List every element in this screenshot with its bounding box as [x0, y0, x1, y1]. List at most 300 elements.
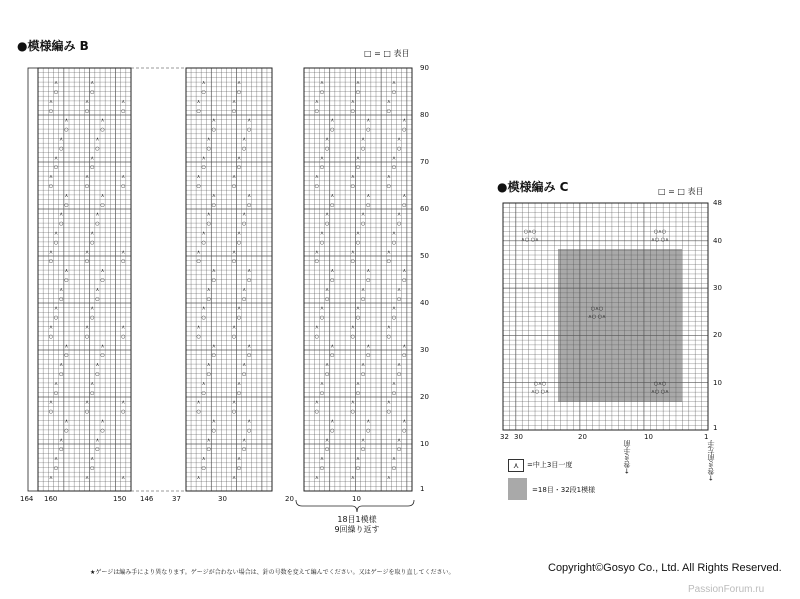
triple-decrease-icon: ⋏ — [508, 459, 524, 472]
stitch-symbol: ⋏ — [366, 418, 371, 425]
col-label: 150 — [113, 495, 127, 503]
stitch-symbol: ⋏ — [237, 305, 241, 312]
stitch-symbol: ⋏ — [356, 80, 360, 87]
stitch-symbol: ○ — [396, 296, 402, 303]
stitch-symbol: ○ — [366, 277, 371, 284]
stitch-symbol: ○ — [211, 352, 217, 359]
col-label: 30 — [218, 495, 227, 503]
row-label: 10 — [420, 440, 429, 448]
stitch-symbol: ⋏ — [64, 268, 69, 275]
stitch-symbol: ⋏ — [201, 80, 206, 87]
stitch-symbol: ⋏ — [232, 324, 236, 331]
stitch-symbol: ○ — [231, 108, 237, 115]
stitch-symbol: ○ — [231, 183, 237, 190]
stitch-symbol: ○ — [350, 409, 356, 416]
stitch-symbol: ○ — [402, 352, 407, 359]
chart-c-side-label-2: ←巻き前左手 — [707, 440, 715, 481]
gauge-note: ★ゲージは編み手により異なります。ゲージが合わない場合は、針の号数を変えて編んでください。又はゲージを取り直してください。 — [90, 569, 455, 576]
stitch-symbol: ○ — [53, 315, 59, 322]
stitch-symbol: ⋏ — [85, 474, 89, 481]
stitch-symbol: ○ — [231, 333, 237, 340]
stitch-symbol: ⋏ — [100, 192, 105, 199]
stitch-symbol: ⋏ — [100, 117, 105, 124]
stitch-symbol: ⋏ — [59, 362, 64, 369]
stitch-symbol: ⋏ — [95, 136, 100, 143]
stitch-symbol: ⋏ — [392, 456, 396, 463]
stitch-symbol: ⋏ — [64, 117, 69, 124]
stitch-symbol: ⋏ — [330, 343, 335, 350]
stitch-symbol: ○ — [314, 409, 320, 416]
stitch-symbol: ⋏ — [211, 418, 216, 425]
stitch-symbol: ○ — [59, 446, 64, 453]
stitch-symbol: ⋏ — [201, 155, 206, 162]
stitch-symbol: ⋏ — [90, 380, 95, 387]
stitch-symbol: ○ — [391, 315, 397, 322]
stitch-symbol: ⋏○ ○⋏ — [588, 314, 606, 320]
stitch-symbol: ⋏ — [242, 211, 247, 218]
row-label: 30 — [420, 346, 429, 354]
stitch-symbol: ○ — [402, 202, 407, 209]
stitch-symbol: ○ — [247, 427, 252, 434]
stitch-symbol: ○ — [48, 258, 54, 265]
stitch-symbol: ⋏ — [201, 230, 206, 237]
stitch-symbol: ○⋏○ — [590, 306, 604, 312]
stitch-symbol: ○ — [90, 390, 95, 397]
stitch-symbol: ○ — [236, 390, 242, 397]
stitch-symbol: ○ — [396, 371, 402, 378]
stitch-symbol: ⋏ — [95, 286, 100, 293]
stitch-symbol: ⋏ — [237, 230, 241, 237]
stitch-symbol: ⋏ — [85, 98, 89, 105]
stitch-symbol: ○ — [355, 465, 361, 472]
stitch-symbol: ○ — [386, 258, 392, 265]
stitch-symbol: ○ — [121, 258, 126, 265]
stitch-symbol: ⋏ — [397, 286, 401, 293]
stitch-symbol: ⋏ — [121, 98, 126, 105]
stitch-symbol: ⋏ — [237, 380, 241, 387]
stitch-symbol: ○ — [196, 183, 201, 190]
row-label: 20 — [713, 331, 722, 340]
stitch-symbol: ⋏○ ○⋏ — [651, 237, 669, 243]
stitch-symbol: ⋏ — [392, 305, 396, 312]
stitch-symbol: ⋏ — [85, 249, 89, 256]
stitch-symbol: ⋏ — [366, 343, 371, 350]
symbol-legend-text: =中上3目一度 — [527, 461, 573, 469]
stitch-symbol: ○ — [360, 145, 366, 152]
stitch-symbol: ⋏ — [64, 418, 69, 425]
stitch-symbol: ⋏ — [59, 211, 64, 218]
row-label: 80 — [420, 111, 429, 119]
stitch-symbol: ⋏ — [54, 456, 58, 463]
stitch-symbol: ○ — [84, 258, 90, 265]
stitch-symbol: ○ — [201, 239, 206, 246]
stitch-symbol: ○ — [366, 202, 371, 209]
stitch-symbol: ○ — [241, 221, 247, 228]
stitch-symbol: ○ — [100, 202, 105, 209]
stitch-symbol: ○ — [53, 164, 59, 171]
stitch-symbol: ○ — [100, 352, 105, 359]
stitch-symbol: ○ — [53, 390, 59, 397]
stitch-symbol: ○ — [396, 446, 402, 453]
stitch-symbol: ○ — [355, 89, 361, 96]
stitch-symbol: ○ — [196, 333, 201, 340]
stitch-symbol: ⋏ — [121, 399, 126, 406]
stitch-symbol: ⋏ — [387, 98, 391, 105]
row-label: 50 — [420, 252, 429, 260]
stitch-symbol: ⋏ — [361, 362, 365, 369]
stitch-symbol: ⋏ — [95, 211, 100, 218]
stitch-symbol: ○ — [391, 164, 397, 171]
stitch-symbol: ○ — [201, 465, 206, 472]
stitch-symbol: ⋏ — [49, 474, 53, 481]
stitch-symbol: ○ — [355, 390, 361, 397]
stitch-symbol: ⋏ — [100, 268, 105, 275]
stitch-symbol: ⋏ — [49, 98, 53, 105]
stitch-symbol: ○ — [402, 277, 407, 284]
stitch-symbol: ⋏ — [351, 249, 355, 256]
stitch-symbol: ○ — [59, 371, 64, 378]
stitch-symbol: ⋏ — [196, 98, 201, 105]
stitch-symbol: ⋏ — [397, 437, 401, 444]
stitch-symbol: ⋏ — [320, 456, 324, 463]
stitch-symbol: ○ — [402, 427, 407, 434]
stitch-symbol: ○ — [324, 371, 330, 378]
stitch-symbol: ⋏ — [247, 192, 252, 199]
stitch-symbol: ○ — [84, 108, 90, 115]
row-label: 40 — [420, 299, 429, 307]
stitch-symbol: ⋏ — [366, 268, 371, 275]
stitch-symbol: ○ — [314, 333, 320, 340]
stitch-symbol: ⋏ — [54, 155, 58, 162]
stitch-symbol: ⋏ — [351, 474, 355, 481]
stitch-symbol: ⋏ — [90, 230, 95, 237]
stitch-symbol: ⋏ — [121, 249, 126, 256]
stitch-symbol: ○ — [95, 296, 100, 303]
stitch-symbol: ⋏ — [320, 230, 324, 237]
stitch-symbol: ○⋏○ — [533, 381, 547, 387]
stitch-symbol: ⋏ — [90, 305, 95, 312]
stitch-symbol: ○ — [402, 127, 407, 134]
stitch-symbol: ○ — [59, 145, 64, 152]
stitch-symbol: ⋏ — [325, 211, 329, 218]
chart-b-left-strip — [28, 68, 38, 491]
chart-b-legend: □ = □ 表目 — [364, 49, 410, 58]
stitch-symbol: ○ — [396, 145, 402, 152]
stitch-symbol: ⋏ — [206, 286, 211, 293]
stitch-symbol: ○ — [391, 89, 397, 96]
col-label: 32 — [500, 433, 509, 441]
stitch-symbol: ○ — [350, 108, 356, 115]
stitch-symbol: ⋏ — [325, 286, 329, 293]
stitch-symbol: ⋏ — [402, 268, 407, 275]
stitch-symbol: ○ — [386, 333, 392, 340]
stitch-symbol: ○ — [247, 127, 252, 134]
stitch-symbol: ⋏ — [211, 268, 216, 275]
stitch-symbol: ⋏ — [49, 399, 53, 406]
stitch-symbol: ⋏ — [242, 362, 247, 369]
stitch-symbol: ○ — [84, 183, 90, 190]
stitch-symbol: ⋏ — [59, 437, 64, 444]
stitch-symbol: ⋏ — [392, 380, 396, 387]
stitch-symbol: ○ — [84, 409, 90, 416]
col-label: 20 — [285, 495, 294, 503]
stitch-symbol: ⋏ — [330, 268, 335, 275]
stitch-symbol: ⋏ — [85, 174, 89, 181]
stitch-symbol: ⋏ — [356, 380, 360, 387]
stitch-symbol: ⋏ — [242, 437, 247, 444]
stitch-symbol: ⋏ — [320, 305, 324, 312]
stitch-symbol: ○ — [206, 371, 211, 378]
chart-c-legend: □ = □ 表目 — [658, 187, 704, 196]
stitch-symbol: ⋏ — [232, 249, 236, 256]
stitch-symbol: ○ — [121, 183, 126, 190]
stitch-symbol: ⋏ — [211, 192, 216, 199]
stitch-symbol: ○ — [90, 465, 95, 472]
stitch-symbol: ⋏ — [206, 136, 211, 143]
stitch-symbol: ⋏ — [402, 117, 407, 124]
stitch-symbol: ⋏ — [211, 117, 216, 124]
stitch-symbol: ⋏ — [361, 211, 365, 218]
stitch-symbol: ⋏ — [325, 136, 329, 143]
stitch-symbol: ○ — [324, 296, 330, 303]
stitch-symbol: ○ — [196, 108, 201, 115]
stitch-symbol: ○ — [330, 127, 335, 134]
stitch-symbol: ○ — [330, 202, 335, 209]
stitch-symbol: ⋏ — [206, 362, 211, 369]
stitch-symbol: ○⋏○ — [523, 229, 537, 235]
row-label: 30 — [713, 284, 722, 293]
stitch-symbol: ⋏ — [49, 174, 53, 181]
stitch-symbol: ○ — [53, 465, 59, 472]
stitch-symbol: ○ — [59, 296, 64, 303]
stitch-symbol: ○ — [319, 465, 325, 472]
col-label: 1 — [704, 433, 709, 441]
stitch-symbol: ○ — [206, 296, 211, 303]
stitch-symbol: ⋏ — [397, 362, 401, 369]
col-label: 37 — [172, 495, 181, 503]
stitch-symbol: ⋏ — [196, 399, 201, 406]
stitch-symbol: ⋏ — [206, 211, 211, 218]
stitch-symbol: ⋏ — [320, 80, 324, 87]
row-label: 70 — [420, 158, 429, 166]
stitch-symbol: ○ — [48, 333, 54, 340]
stitch-symbol: ○ — [241, 296, 247, 303]
stitch-symbol: ○ — [355, 164, 361, 171]
stitch-symbol: ⋏ — [237, 80, 241, 87]
stitch-symbol: ○ — [84, 333, 90, 340]
stitch-symbol: ⋏ — [196, 474, 201, 481]
stitch-symbol: ⋏ — [100, 418, 105, 425]
stitch-symbol: ○ — [330, 427, 335, 434]
stitch-symbol: ○ — [360, 296, 366, 303]
stitch-symbol: ○ — [241, 446, 247, 453]
stitch-symbol: ○ — [48, 183, 54, 190]
stitch-symbol: ○ — [48, 108, 54, 115]
stitch-symbol: ○ — [386, 108, 392, 115]
stitch-symbol: ○ — [90, 239, 95, 246]
stitch-symbol: ○ — [90, 315, 95, 322]
stitch-symbol: ○ — [350, 183, 356, 190]
stitch-symbol: ⋏ — [201, 380, 206, 387]
col-label: 160 — [44, 495, 58, 503]
stitch-symbol: ⋏ — [201, 305, 206, 312]
stitch-symbol: ⋏ — [330, 117, 335, 124]
stitch-symbol: ⋏ — [325, 437, 329, 444]
stitch-symbol: ⋏ — [90, 80, 95, 87]
stitch-symbol: ⋏ — [54, 305, 58, 312]
stitch-symbol: ⋏ — [95, 437, 100, 444]
stitch-symbol: ○ — [391, 390, 397, 397]
stitch-symbol: ○ — [121, 333, 126, 340]
stitch-symbol: ⋏ — [247, 343, 252, 350]
stitch-symbol: ⋏ — [366, 117, 371, 124]
stitch-symbol: ⋏ — [356, 456, 360, 463]
stitch-symbol: ○ — [236, 164, 242, 171]
stitch-symbol: ○ — [201, 89, 206, 96]
stitch-symbol: ○ — [121, 108, 126, 115]
stitch-symbol: ○ — [201, 315, 206, 322]
stitch-symbol: ○⋏○ — [653, 229, 667, 235]
stitch-symbol: ⋏○ ○⋏ — [521, 237, 539, 243]
stitch-symbol: ○ — [64, 352, 69, 359]
stitch-symbol: ○ — [330, 352, 335, 359]
stitch-symbol: ○ — [360, 371, 366, 378]
stitch-symbol: ○ — [324, 446, 330, 453]
stitch-symbol: ⋏ — [247, 117, 252, 124]
stitch-symbol: ○ — [236, 239, 242, 246]
stitch-symbol: ⋏ — [232, 399, 236, 406]
row-label: 1 — [420, 484, 425, 493]
stitch-symbol: ⋏ — [320, 155, 324, 162]
repeat-note-line2: 9回繰り返す — [334, 525, 380, 534]
chart-b-grid — [28, 68, 414, 512]
shaded-legend-text: =18目・32段1模様 — [532, 486, 596, 494]
stitch-symbol: ⋏ — [315, 399, 319, 406]
shaded-legend-swatch — [508, 478, 527, 500]
stitch-symbol: ⋏ — [315, 174, 319, 181]
stitch-symbol: ⋏○ ○⋏ — [531, 389, 549, 395]
row-label: 40 — [713, 236, 722, 245]
stitch-symbol: ○ — [95, 371, 100, 378]
stitch-symbol: ○⋏○ — [653, 381, 667, 387]
stitch-symbol: ⋏ — [402, 192, 407, 199]
stitch-symbol: ○ — [324, 221, 330, 228]
stitch-symbol: ○ — [350, 333, 356, 340]
stitch-symbol: ⋏ — [121, 174, 126, 181]
stitch-symbol: ⋏ — [237, 155, 241, 162]
stitch-symbol: ⋏ — [387, 399, 391, 406]
stitch-symbol: ⋏ — [351, 399, 355, 406]
stitch-symbol: ○ — [391, 239, 397, 246]
stitch-symbol: ⋏ — [232, 474, 236, 481]
stitch-symbol: ⋏ — [211, 343, 216, 350]
stitch-symbol: ○ — [64, 277, 69, 284]
chart-c-title: ●模様編み C — [497, 180, 569, 194]
stitch-symbol: ⋏ — [90, 456, 95, 463]
stitch-symbol: ⋏ — [320, 380, 324, 387]
stitch-symbol: ○ — [206, 221, 211, 228]
stitch-symbol: ○ — [95, 221, 100, 228]
stitch-symbol: ○ — [211, 127, 217, 134]
stitch-symbol: ○ — [366, 352, 371, 359]
copyright-text: Copyright©Gosyo Co., Ltd. All Rights Reserved. — [548, 562, 782, 574]
stitch-symbol: ⋏ — [361, 136, 365, 143]
stitch-symbol: ⋏ — [237, 456, 241, 463]
stitch-symbol: ⋏ — [351, 98, 355, 105]
stitch-symbol: ⋏ — [49, 324, 53, 331]
stitch-symbol: ⋏ — [121, 474, 126, 481]
stitch-symbol: ⋏ — [325, 362, 329, 369]
stitch-symbol: ⋏ — [366, 192, 371, 199]
stitch-symbol: ○ — [386, 409, 392, 416]
stitch-symbol: ○ — [314, 183, 320, 190]
stitch-symbol: ○ — [121, 409, 126, 416]
stitch-symbol: ○ — [201, 164, 206, 171]
stitch-symbol: ⋏ — [232, 98, 236, 105]
stitch-symbol: ⋏ — [392, 155, 396, 162]
stitch-symbol: ⋏ — [54, 80, 58, 87]
stitch-symbol: ⋏ — [387, 174, 391, 181]
row-label: 1 — [713, 423, 718, 432]
row-label: 48 — [713, 199, 722, 207]
stitch-symbol: ○ — [319, 89, 325, 96]
stitch-symbol: ○ — [319, 164, 325, 171]
stitch-symbol: ○ — [90, 89, 95, 96]
stitch-symbol: ⋏ — [247, 418, 252, 425]
stitch-symbol: ○ — [64, 202, 69, 209]
stitch-symbol: ○ — [64, 427, 69, 434]
stitch-symbol: ⋏ — [201, 456, 206, 463]
stitch-symbol: ⋏ — [351, 174, 355, 181]
stitch-symbol: ○ — [360, 446, 366, 453]
stitch-symbol: ○ — [231, 409, 237, 416]
stitch-symbol: ○ — [90, 164, 95, 171]
stitch-symbol: ○ — [324, 145, 330, 152]
stitch-symbol: ⋏ — [392, 80, 396, 87]
stitch-symbol: ⋏ — [315, 324, 319, 331]
chart-c-grid — [503, 203, 708, 430]
stitch-symbol: ⋏ — [387, 474, 391, 481]
stitch-symbol: ○ — [196, 409, 201, 416]
stitch-symbol: ⋏ — [95, 362, 100, 369]
stitch-symbol: ○ — [355, 315, 361, 322]
stitch-symbol: ⋏ — [54, 230, 58, 237]
stitch-symbol: ○ — [350, 258, 356, 265]
stitch-symbol: ⋏ — [196, 324, 201, 331]
stitch-symbol: ○ — [247, 277, 252, 284]
stitch-symbol: ○ — [206, 446, 211, 453]
stitch-symbol: ○ — [95, 145, 100, 152]
stitch-symbol: ⋏ — [90, 155, 95, 162]
repeat-note-line1: 18目1模様 — [337, 515, 377, 524]
stitch-symbol: ○ — [330, 277, 335, 284]
col-label: 146 — [140, 495, 154, 503]
stitch-symbol: ○ — [211, 277, 217, 284]
stitch-symbol: ○ — [196, 258, 201, 265]
stitch-symbol: ⋏ — [121, 324, 126, 331]
col-label: 20 — [578, 433, 587, 441]
stitch-symbol: ⋏ — [247, 268, 252, 275]
col-label: 10 — [352, 495, 361, 503]
stitch-symbol: ⋏ — [100, 343, 105, 350]
chart-c-side-label-1: ←巻き手前 — [623, 440, 631, 474]
stitch-symbol: ⋏ — [387, 324, 391, 331]
stitch-symbol: ⋏ — [330, 192, 335, 199]
stitch-symbol: ○ — [59, 221, 64, 228]
stitch-symbol: ○ — [319, 315, 325, 322]
stitch-symbol: ○ — [366, 127, 371, 134]
stitch-symbol: ⋏ — [85, 399, 89, 406]
